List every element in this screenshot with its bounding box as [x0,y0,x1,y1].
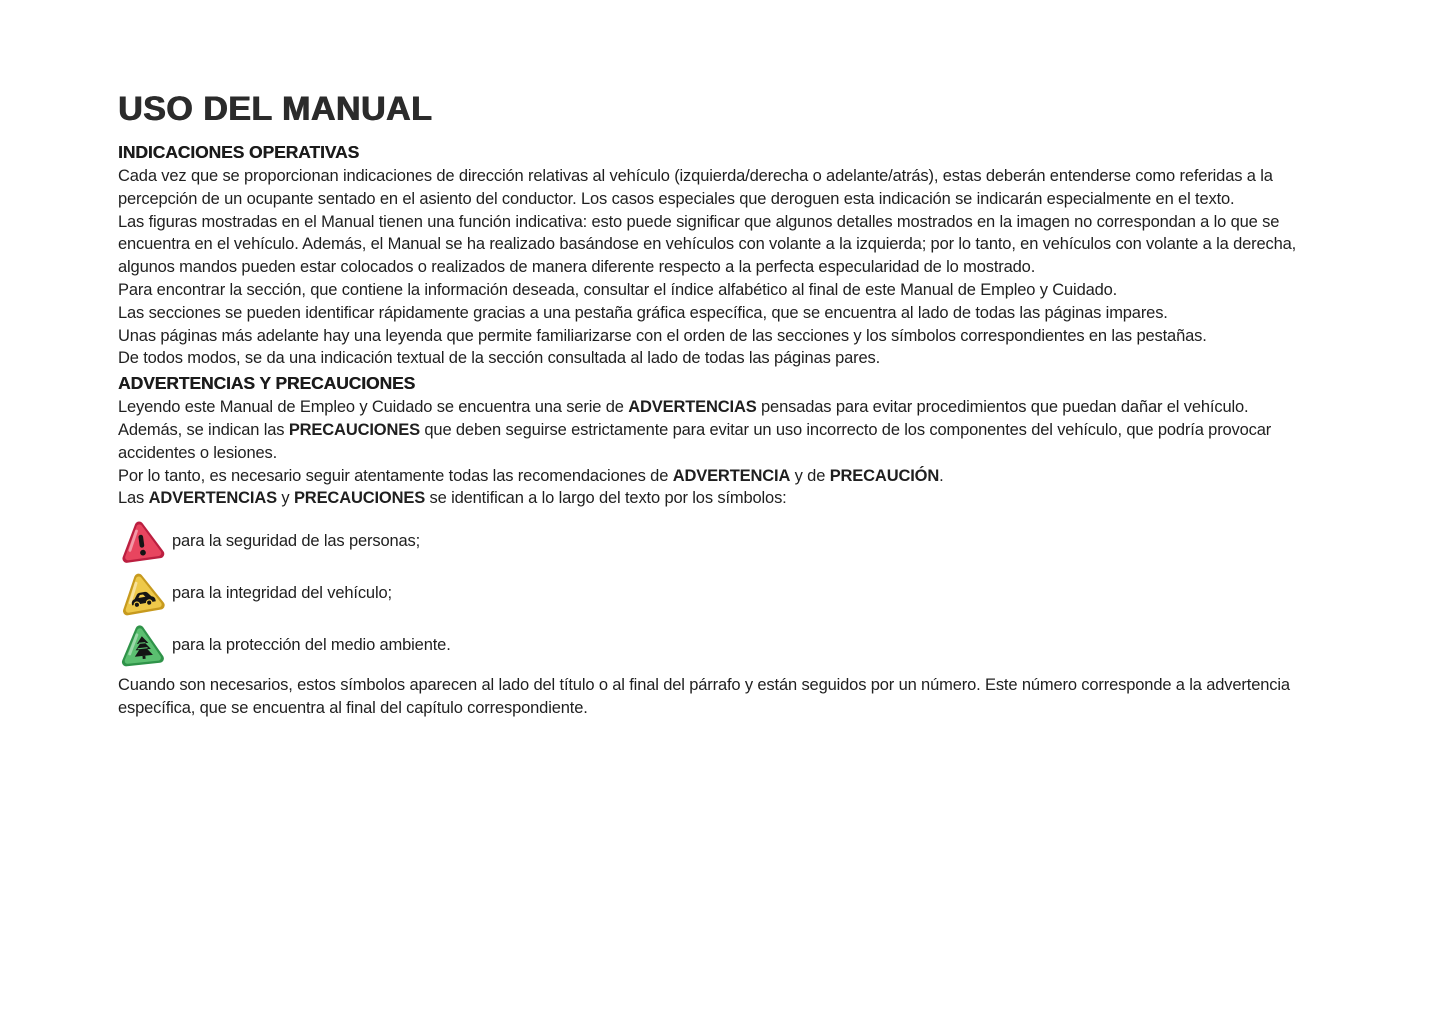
paragraph-direcciones: Cada vez que se proporcionan indicaciones de dirección relativas al vehículo (izquierda/derecha o adelante/atrás), estas deberán entenderse como referidas a la percepción de un ocupante sentado en el asiento del conductor. Los casos especiales que deroguen esta indicación se indicarán especialmente en el texto. [118,167,1273,208]
text-segment: Leyendo este Manual de Empleo y Cuidado se encuentra una serie de [118,398,629,417]
symbol-caption-safety: para la seguridad de las personas; [172,531,421,550]
text-segment: . [939,466,944,485]
section-heading-advertencias-precauciones: ADVERTENCIAS Y PRECAUCIONES [118,373,416,394]
text-segment: y de [790,466,830,485]
text-segment: se identifican a lo largo del texto por los símbolos: [425,489,787,508]
paragraph-indice: Para encontrar la sección, que contiene la información deseada, consultar el índice alfabético al final de este Manual de Empleo y Cuidado. [118,280,1118,299]
paragraph-advertencias [118,396,1318,419]
text-segment: Las [118,489,149,508]
symbol-caption-environment: para la protección del medio ambiente. [172,635,451,654]
text-segment: pensadas para evitar procedimientos que puedan dañar el vehículo. [756,398,1249,417]
paragraph-figuras: Las figuras mostradas en el Manual tienen una función indicativa: esto puede significar que algunos detalles mostrados en la imagen no correspondan a lo que se encuentra en el vehículo. Además, el Manual se ha realizado basándose en vehículos con volante a la izquierda; por lo tanto, en vehículos con volante a la derecha, algunos mandos pueden estar colocados o realizados de manera diferente respecto a la perfecta especularidad de lo mostrado. [118,212,1297,277]
bold-advertencias-2: ADVERTENCIAS [148,489,277,508]
warning-triangle-exclamation-icon [118,518,165,564]
paragraph-leyenda: Unas páginas más adelante hay una leyenda que permite familiarizarse con el orden de las secciones y los símbolos correspondientes en las pestañas. [118,326,1207,345]
text-segment: Por lo tanto, es necesario seguir atentamente todas las recomendaciones de [118,466,673,485]
page-title: USO DEL MANUAL [118,90,433,128]
bold-advertencias: ADVERTENCIAS [628,398,757,417]
paragraph-secciones: Las secciones se pueden identificar rápidamente gracias a una pestaña gráfica específica, que se encuentra al lado de todas las páginas impares. [118,303,1168,322]
paragraph-indicacion-textual: De todos modos, se da una indicación textual de la sección consultada al lado de todas las páginas pares. [118,349,881,368]
bold-advertencia: ADVERTENCIA [672,466,791,485]
symbol-row-safety [118,518,1318,564]
text-segment: y [276,489,294,508]
bold-precauciones: PRECAUCIONES [288,420,420,439]
symbol-row-environment [118,622,1318,668]
bold-precaucion: PRECAUCIÓN [829,466,940,485]
paragraph-precauciones [118,419,1318,465]
bold-precauciones-2: PRECAUCIONES [293,489,426,508]
text-segment: Además, se indican las [118,420,289,439]
warning-symbols-legend [118,518,1318,668]
symbol-row-vehicle [118,570,1318,616]
paragraph-closing: Cuando son necesarios, estos símbolos aparecen al lado del título o al final del párrafo y están seguidos por un número. Este número corresponde a la advertencia específica, que se encuentra al final del capítulo correspondiente. [118,676,1290,717]
page-content [118,90,1318,720]
text-segment: que deben seguirse estrictamente para evitar un uso incorrecto de los componentes del vehículo, que podría provocar accidentes o lesiones. [118,420,1272,462]
paragraph-recomendaciones [118,465,1318,488]
paragraph-simbolos-intro [118,487,1318,510]
symbol-caption-vehicle: para la integridad del vehículo; [172,583,392,602]
caution-triangle-car-icon [118,570,165,616]
section-heading-indicaciones-operativas: INDICACIONES OPERATIVAS [118,142,360,162]
environment-triangle-tree-icon [118,622,165,668]
